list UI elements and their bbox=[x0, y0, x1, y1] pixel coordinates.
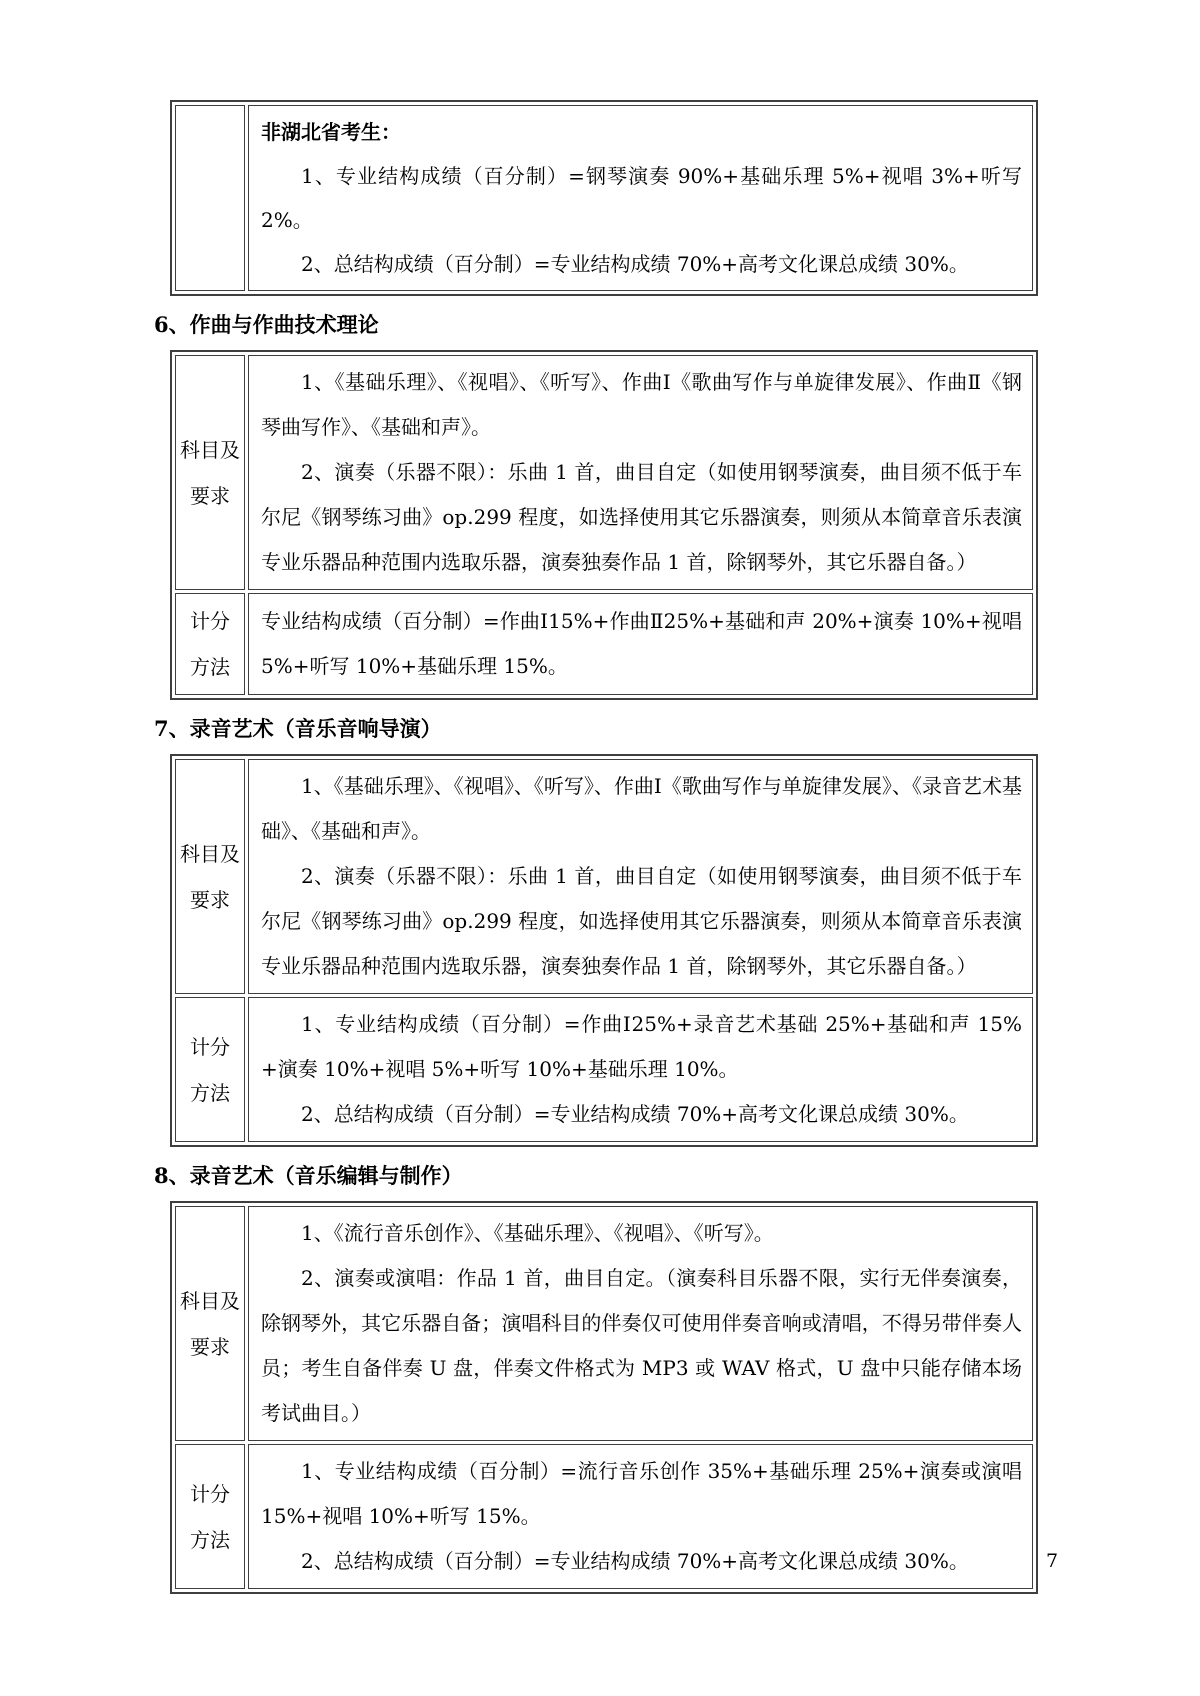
label-line: 方法 bbox=[190, 1080, 230, 1105]
table-row bbox=[175, 997, 1033, 1142]
scoring-method-cell bbox=[248, 1444, 1033, 1589]
subjects-requirements-cell bbox=[248, 759, 1033, 994]
scoring-formula-2: 2、总结构成绩（百分制）=专业结构成绩 70%+高考文化课总成绩 30%。 bbox=[301, 1102, 969, 1126]
subjects-requirements-label-cell bbox=[175, 1206, 245, 1441]
table-row bbox=[175, 593, 1033, 695]
recording-music-editing-table bbox=[170, 1201, 1038, 1594]
non-hubei-item-2: 2、总结构成绩（百分制）=专业结构成绩 70%+高考文化课总成绩 30%。 bbox=[301, 252, 969, 276]
table-row bbox=[175, 105, 1033, 291]
subjects-requirements-cell bbox=[248, 1206, 1033, 1441]
subjects-item-1: 1、《基础乐理》、《视唱》、《听写》、作曲Ⅰ《歌曲写作与单旋律发展》、《录音艺术基础》、《基础和声》。 bbox=[261, 774, 1022, 843]
table-row bbox=[175, 759, 1033, 994]
subjects-requirements-label-cell bbox=[175, 355, 245, 590]
scoring-formula: 专业结构成绩（百分制）=作曲Ⅰ15%+作曲Ⅱ25%+基础和声 20%+演奏 10%+视唱 5%+听写 10%+基础乐理 15%。 bbox=[261, 609, 1022, 678]
subjects-item-2: 2、演奏（乐器不限）：乐曲 1 首，曲目自定（如使用钢琴演奏，曲目须不低于车尔尼《钢琴练习曲》op.299 程度，如选择使用其它乐器演奏，则须从本简章音乐表演专业乐器品种范围内选取乐器，演奏独奏作品 1 首，除钢琴外，其它乐器自备。） bbox=[261, 460, 1022, 574]
page-content bbox=[154, 100, 1038, 1594]
table-row bbox=[175, 355, 1033, 590]
label-line: 方法 bbox=[190, 1527, 230, 1552]
scoring-formula-1: 1、专业结构成绩（百分制）=流行音乐创作 35%+基础乐理 25%+演奏或演唱 15%+视唱 10%+听写 15%。 bbox=[261, 1459, 1022, 1528]
label-line: 科目及 bbox=[180, 437, 240, 462]
scoring-formula-1: 1、专业结构成绩（百分制）=作曲Ⅰ25%+录音艺术基础 25%+基础和声 15%+演奏 10%+视唱 5%+听写 10%+基础乐理 10%。 bbox=[261, 1012, 1022, 1081]
label-line: 科目及 bbox=[180, 1288, 240, 1313]
label-line: 计分 bbox=[190, 1034, 230, 1059]
scoring-formula-2: 2、总结构成绩（百分制）=专业结构成绩 70%+高考文化课总成绩 30%。 bbox=[301, 1549, 969, 1573]
scoring-method-label-cell bbox=[175, 593, 245, 695]
section-heading-recording-music-editing: 8、录音艺术（音乐编辑与制作） bbox=[154, 1163, 463, 1188]
non-hubei-item-1: 1、专业结构成绩（百分制）=钢琴演奏 90%+基础乐理 5%+视唱 3%+听写 2%。 bbox=[261, 164, 1022, 232]
subjects-requirements-label-cell bbox=[175, 759, 245, 994]
continued-scoring-table bbox=[170, 100, 1038, 296]
scoring-method-label-cell bbox=[175, 1444, 245, 1589]
table-row bbox=[175, 1444, 1033, 1589]
non-hubei-note-title: 非湖北省考生： bbox=[261, 120, 401, 144]
table-row bbox=[175, 1206, 1033, 1441]
label-line: 方法 bbox=[190, 655, 230, 679]
label-line: 要求 bbox=[190, 887, 230, 912]
label-line: 计分 bbox=[190, 1481, 230, 1506]
non-hubei-scoring-cell bbox=[248, 105, 1033, 291]
scoring-method-label-cell bbox=[175, 997, 245, 1142]
label-line: 计分 bbox=[190, 609, 230, 633]
section-heading-recording-sound-director: 7、录音艺术（音乐音响导演） bbox=[154, 716, 442, 741]
composition-table bbox=[170, 350, 1038, 700]
page-number: 7 bbox=[1046, 1550, 1059, 1572]
label-line: 科目及 bbox=[180, 841, 240, 866]
subjects-item-1: 1、《基础乐理》、《视唱》、《听写》、作曲Ⅰ《歌曲写作与单旋律发展》、作曲Ⅱ《钢琴曲写作》、《基础和声》。 bbox=[261, 370, 1022, 439]
subjects-requirements-cell bbox=[248, 355, 1033, 590]
subjects-item-2: 2、演奏（乐器不限）：乐曲 1 首，曲目自定（如使用钢琴演奏，曲目须不低于车尔尼《钢琴练习曲》op.299 程度，如选择使用其它乐器演奏，则须从本简章音乐表演专业乐器品种范围内选取乐器，演奏独奏作品 1 首，除钢琴外，其它乐器自备。） bbox=[261, 864, 1022, 978]
recording-sound-director-table bbox=[170, 754, 1038, 1147]
empty-label-cell bbox=[175, 105, 245, 291]
section-heading-composition: 6、作曲与作曲技术理论 bbox=[154, 312, 379, 337]
scoring-method-cell bbox=[248, 593, 1033, 695]
label-line: 要求 bbox=[190, 483, 230, 508]
label-line: 要求 bbox=[190, 1334, 230, 1359]
scoring-method-cell bbox=[248, 997, 1033, 1142]
subjects-item-1: 1、《流行音乐创作》、《基础乐理》、《视唱》、《听写》。 bbox=[301, 1221, 774, 1245]
subjects-item-2: 2、演奏或演唱：作品 1 首，曲目自定。（演奏科目乐器不限，实行无伴奏演奏，除钢琴外，其它乐器自备；演唱科目的伴奏仅可使用伴奏音响或清唱，不得另带伴奏人员；考生自备伴奏 U 盘，伴奏文件格式为 MP3 或 WAV 格式，U 盘中只能存储本场考试曲目。） bbox=[261, 1266, 1022, 1425]
